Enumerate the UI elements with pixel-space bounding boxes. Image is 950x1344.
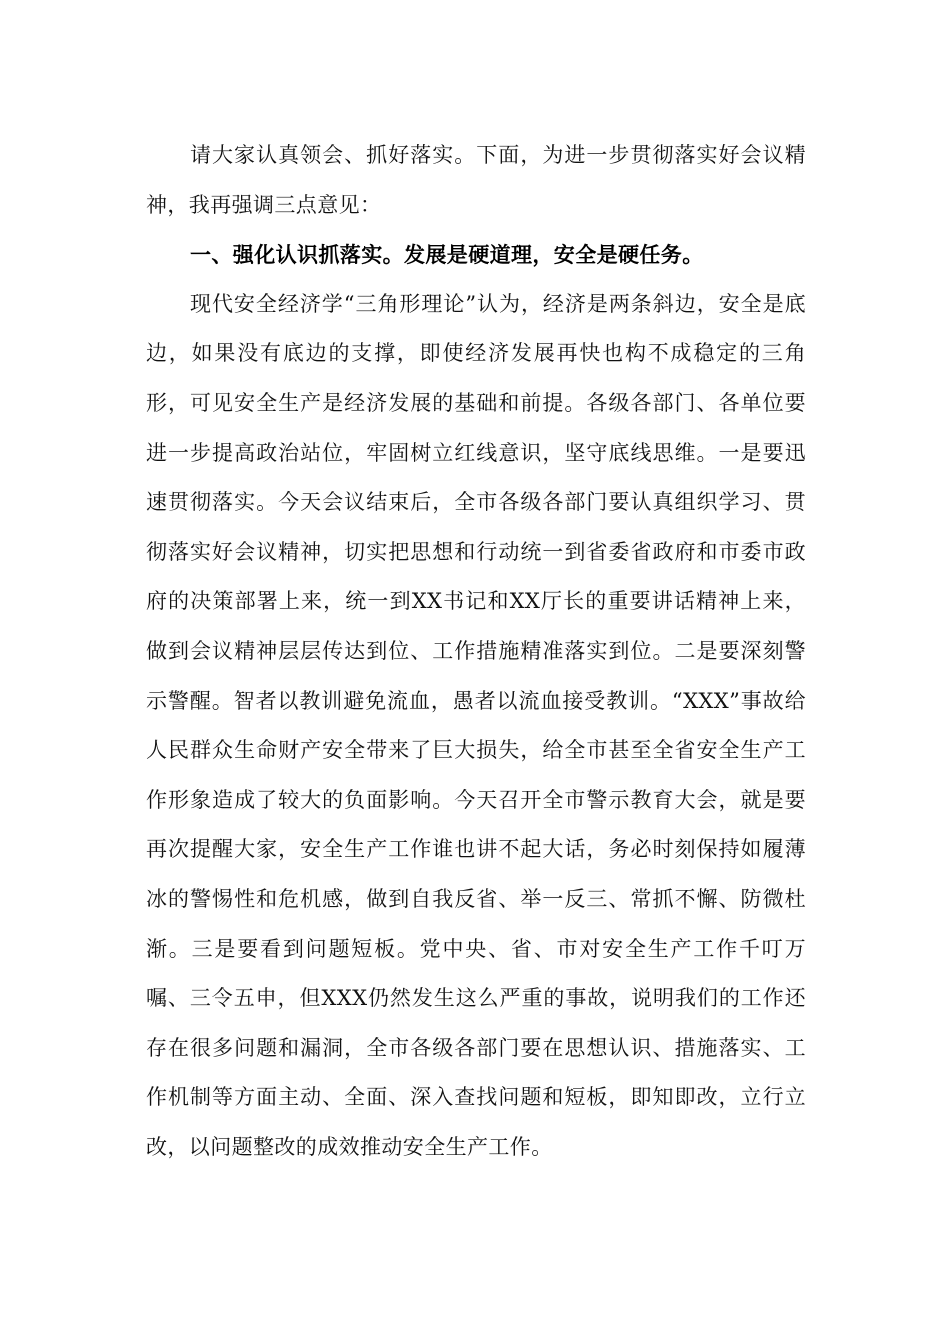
section-heading: 一、强化认识抓落实。发展是硬道理，安全是硬任务。 <box>190 242 704 268</box>
paragraph-intro: 请大家认真领会、抓好落实。下面，为进一步贯彻落实好会议精神，我再强调三点意见： <box>146 143 806 217</box>
paragraph-main: 现代安全经济学“三角形理论”认为，经济是两条斜边，安全是底边，如果没有底边的支撑，即使经济发展再快也构不成稳定的三角形，可见安全生产是经济发展的基础和前提。各级各部门、各单位要进一步提高政治站位，牢固树立红线意识，坚守底线思维。一是要迅速贯彻落实。今天会议结束后，全市各级各部门要认真组织学习、贯彻落实好会议精神，切实把思想和行动统一到省委省政府和市委市政府的决策部署上来，统一到XX书记和XX厅长的重要讲话精神上来，做到会议精神层层传达到位、工作措施精准落实到位。二是要深刻警示警醒。智者以教训避免流血，愚者以流血接受教训。“XXX”事故给人民群众生命财产安全带来了巨大损失，给全市甚至全省安全生产工作形象造成了较大的负面影响。今天召开全市警示教育大会，就是要再次提醒大家，安全生产工作谁也讲不起大话，务必时刻保持如履薄冰的警惕性和危机感，做到自我反省、举一反三、常抓不懈、防微杜渐。三是要看到问题短板。党中央、省、市对安全生产工作千叮万嘱、三令五申，但XXX仍然发生这么严重的事故，说明我们的工作还存在很多问题和漏洞，全市各级各部门要在思想认识、措施落实、工作机制等方面主动、全面、深入查找问题和短板，即知即改，立行立改，以问题整改的成效推动安全生产工作。 <box>146 291 806 1159</box>
document-body <box>146 131 806 1172</box>
